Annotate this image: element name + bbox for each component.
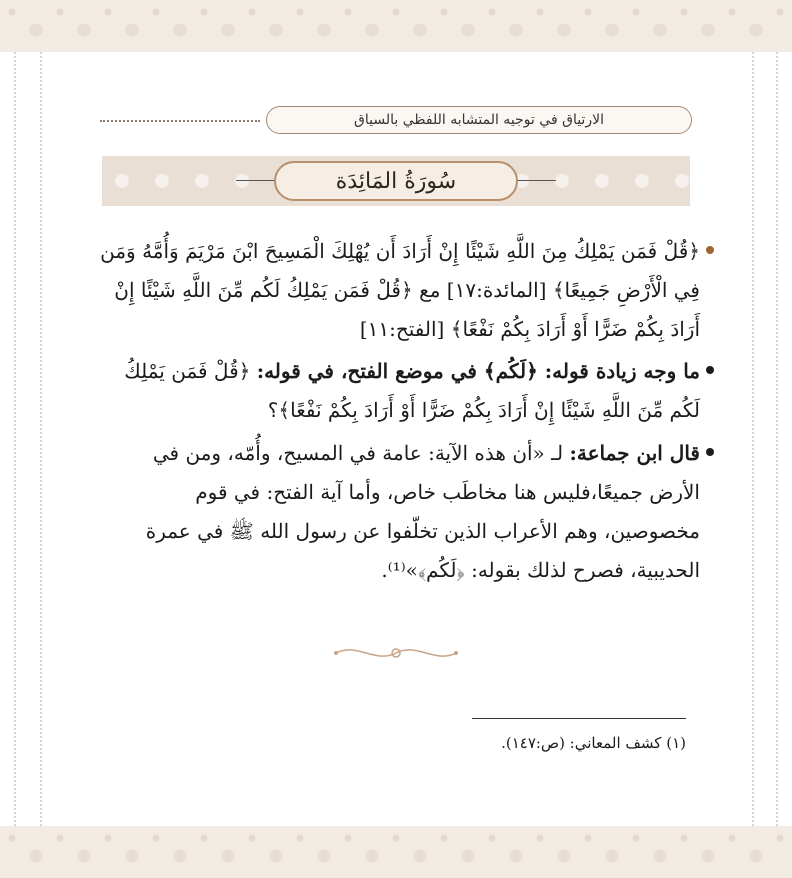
answer-lead: قال ابن جماعة: <box>569 441 700 465</box>
paragraph-answer <box>100 434 700 590</box>
top-decorative-band <box>0 0 792 52</box>
answer-text: لـ «أن هذه الآية: عامة في المسيح، وأُمّه، ومن في الأرض جميعًا،فليس هنا مخاطَب خاص، وأما آية الفتح: في قوم مخصوصين، وهم الأعراب الذين تخلّفوا عن رسول الله ﷺ في عمرة الحديبية، فصرح لذلك بقوله: ﴿لَكُم﴾»⁽¹⁾. <box>145 441 700 582</box>
question-text: ﴿قُلْ فَمَن يَمْلِكُ لَكُم مِّنَ اللَّهِ شَيْئًا إِنْ أَرَادَ بِكُمْ ضَرًّا أَوْ أَرَادَ بِكُمْ نَفْعًا﴾؟ <box>124 359 700 422</box>
footnote-rule <box>472 718 686 719</box>
paragraph-question <box>100 352 700 430</box>
right-border-dots-inner <box>752 52 754 826</box>
verses-text: ﴿قُلْ فَمَن يَمْلِكُ مِنَ اللَّهِ شَيْئًا إِنْ أَرَادَ أَن يُهْلِكَ الْمَسِيحَ ابْنَ مَرْيَمَ وَأُمَّهُ وَمَن فِي الْأَرْضِ جَمِيعًا﴾ [المائدة:١٧] مع ﴿قُلْ فَمَن يَمْلِكُ لَكُم مِّنَ اللَّهِ شَيْئًا إِنْ أَرَادَ بِكُمْ ضَرًّا أَوْ أَرَادَ بِكُمْ نَفْعًا﴾ [الفتح:١١] <box>100 239 700 341</box>
bullet-icon <box>706 246 714 254</box>
left-border-dots-inner <box>40 52 42 826</box>
running-header <box>100 100 692 140</box>
surah-line-left <box>236 180 274 181</box>
book-title: الارتياق في توجيه المتشابه اللفظي بالسياق <box>266 106 692 134</box>
surah-line-right <box>518 180 556 181</box>
surah-title: سُورَةُ المَائِدَة <box>274 161 518 201</box>
left-border-dots <box>14 52 16 826</box>
main-content <box>100 232 700 594</box>
paragraph-verses <box>100 232 700 348</box>
header-dotted-line <box>100 120 260 122</box>
footnote: (١) كشف المعاني: (ص:١٤٧). <box>501 734 686 752</box>
bullet-icon <box>706 448 714 456</box>
bottom-decorative-band <box>0 826 792 878</box>
ornament-divider-icon <box>326 640 466 666</box>
bullet-icon <box>706 366 714 374</box>
question-lead: ما وجه زيادة قوله: ﴿لَكُم﴾ في موضع الفتح، في قوله: <box>256 359 700 383</box>
right-border-dots <box>776 52 778 826</box>
